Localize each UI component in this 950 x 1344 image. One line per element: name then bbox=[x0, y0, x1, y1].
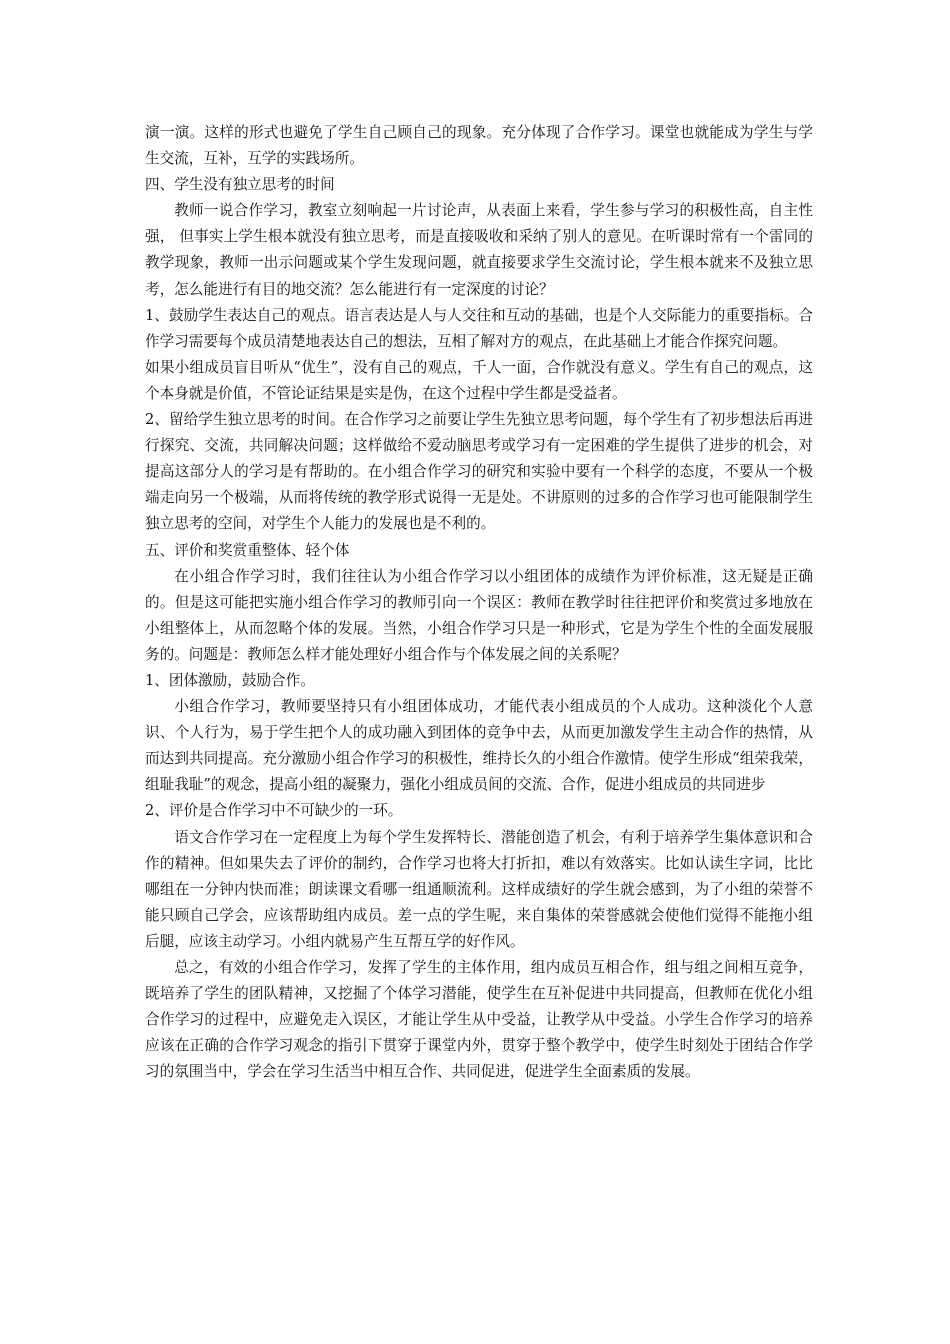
section-heading-four: 四、学生没有独立思考的时间 bbox=[145, 176, 335, 194]
paragraph-body: 教师一说合作学习，教室立刻响起一片讨论声，从表面上来看，学生参与学习的积极性高，自主性强， 但事实上学生根本就没有独立思考，而是直接吸收和采纳了别人的意见。在听课时常有一个雷同的教学现象，教师一出示问题或某个学生发现问题，就直接要求学生交流讨论，学生根本就来不及独立思考，怎么能进行有目的地交流？怎么能进行有一定深度的讨论？ bbox=[145, 202, 813, 298]
document-page bbox=[145, 120, 813, 1085]
paragraph-body: 语文合作学习在一定程度上为每个学生发挥特长、潜能创造了机会，有利于培养学生集体意识和合作的精神。但如果失去了评价的制约，合作学习也将大打折扣，难以有效落实。比如认读生字词，比比哪组在一分钟内快而准；朗读课文看哪一组通顺流利。这样成绩好的学生就会感到，为了小组的荣誉不能只顾自己学会，应该帮助组内成员。差一点的学生呢，来自集体的荣誉感就会使他们觉得不能拖小组后腿，应该主动学习。小组内就易产生互帮互学的好作风。 bbox=[145, 828, 813, 950]
paragraph-point-2: 2、留给学生独立思考的时间。在合作学习之前要让学生先独立思考问题，每个学生有了初步想法后再进行探究、交流，共同解决问题；这样做给不爱动脑思考或学习有一定困难的学生提供了进步的机会，对提高这部分人的学习是有帮助的。在小组合作学习的研究和实验中要有一个科学的态度，不要从一个极端走向另一个极端，从而将传统的教学形式说得一无是处。不讲原则的过多的合作学习也可能限制学生独立思考的空间，对学生个人能力的发展也是不利的。 bbox=[145, 411, 813, 533]
subheading-1: 1、团体激励，鼓励合作。 bbox=[145, 671, 315, 689]
paragraph-body: 小组合作学习，教师要坚持只有小组团体成功，才能代表小组成员的个人成功。这种淡化个人意识、个人行为，易于学生把个人的成功融入到团体的竞争中去，从而更加激发学生主动合作的热情，从而达到共同提高。充分激励小组合作学习的积极性，维持长久的小组合作激情。使学生形成“组荣我荣，组耻我耻”的观念，提高小组的凝聚力，强化小组成员间的交流、合作，促进小组成员的共同进步 bbox=[145, 698, 813, 794]
paragraph-body: 在小组合作学习时，我们往往认为小组合作学习以小组团体的成绩作为评价标准，这无疑是正确的。但是这可能把实施小组合作学习的教师引向一个误区：教师在教学时往往把评价和奖赏过多地放在小组整体上，从而忽略个体的发展。当然，小组合作学习只是一种形式，它是为学生个性的全面发展服务的。问题是：教师怎么样才能处理好小组合作与个体发展之间的关系呢？ bbox=[145, 567, 813, 663]
paragraph-point-1: 1、鼓励学生表达自己的观点。语言表达是人与人交往和互动的基础，也是个人交际能力的重要指标。合作学习需要每个成员清楚地表达自己的想法，互相了解对方的观点，在此基础上才能合作探究问题。 bbox=[145, 306, 813, 350]
paragraph-conclusion: 总之，有效的小组合作学习，发挥了学生的主体作用，组内成员互相合作，组与组之间相互竞争，既培养了学生的团队精神，又挖掘了个体学习潜能，使学生在互补促进中共同提高，但教师在优化小组合作学习的过程中，应避免走入误区，才能让学生从中受益，让教学从中受益。小学生合作学习的培养应该在正确的合作学习观念的指引下贯穿于课堂内外，贯穿于整个教学中，使学生时刻处于团结合作学习的氛围当中，学会在学习生活当中相互合作、共同促进，促进学生全面素质的发展。 bbox=[145, 959, 813, 1081]
paragraph-body: 如果小组成员盲目听从“优生”，没有自己的观点，千人一面，合作就没有意义。学生有自己的观点，这个本身就是价值，不管论证结果是实是伪，在这个过程中学生都是受益者。 bbox=[145, 358, 813, 402]
subheading-2: 2、评价是合作学习中不可缺少的一环。 bbox=[145, 802, 403, 820]
section-heading-five: 五、评价和奖赏重整体、轻个体 bbox=[145, 541, 350, 559]
paragraph-continuation: 演一演。这样的形式也避免了学生自己顾自己的现象。充分体现了合作学习。课堂也就能成为学生与学生交流，互补，互学的实践场所。 bbox=[145, 124, 813, 168]
